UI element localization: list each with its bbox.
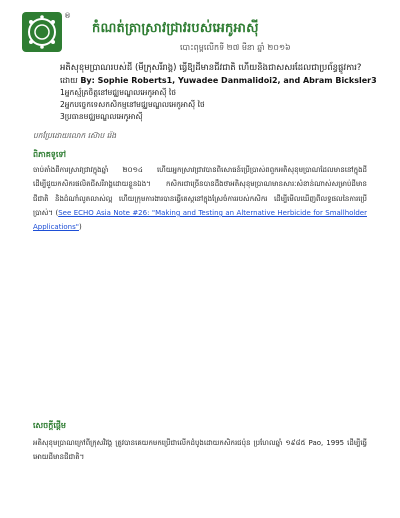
section-heading-introduction: សេចក្តីផ្តើម: [33, 421, 67, 430]
translator-credit: បកប្រែដោយលោក ស៊ោប រ៉េង: [33, 131, 117, 140]
section-paragraph-introduction: អតិសុខុមប្រាណក្រៅពីក្រុសវិវង្គ ត្រូវបានគេយកមកប្រើជាលើកដំបូងដោយកសិករជប៉ុន ប្រហែលឆ្នាំ ១៩៨៥ Pao, 1995 ដើម្បីធ្វើអោយដីមានជីជាតិ។: [33, 439, 367, 462]
byline: [60, 75, 380, 87]
affiliation-3: 3ប្រធានមជ្ឈមណ្ឌលអេកូអាស៊ី: [60, 112, 143, 121]
page-title: កំណត់ត្រាស្រាវជ្រាវរបស់អេកូអាស៊ី: [92, 21, 259, 36]
affiliation-2: 2អ្នកបច្ចេកទេសកសិកម្មនៅមជ្ឈមណ្ឌលអេកូអាស៊ី ថៃ: [60, 100, 205, 109]
section-heading-overview: ពិភាគទូទៅ: [33, 150, 67, 159]
publish-date: បោះពុម្ពលើកទី ២៧ មីនា ឆ្នាំ ២០១៦: [180, 43, 291, 52]
echo-leaf-logo: [22, 12, 62, 52]
section-paragraph-overview: ចាប់តាំងពីការស្រាវជ្រាវក្នុងឆ្នាំ ២០១៤ ហើយអ្នកស្រាវជ្រាវបានពិសោធន៍ប្រើប្រាស់ពពួកអតិសុខុមប្រាណដែលមាននៅក្នុងដីដើម្បីជួយកសិករផលិតជីសរីរាង្គដោយខ្លួនឯង។ កសិករជាច្រើនបានដឹងថាអតិសុខុមប្រាណមានសារៈសំខាន់ណាស់សម្រាប់ដីមានជីជាតិ និងដំណាំលូតលាស់ល្អ ហើយក្រុមការងារបានធ្វើតេស្តនៅក្នុងស្រែចំការរបស់កសិករ ដើម្បីមើលឃើញពីលទ្ធផលនៃការប្រើប្រាស់។ (See ECHO Asia Note #26: "Making and Testing an Alternative Herbicide for Smallholder Applications"): [33, 166, 367, 232]
by-label: ដោយ: [60, 76, 78, 85]
registered-mark: ®: [64, 12, 71, 20]
article-title: អតិសុខុមប្រាណរបស់ដី (មីក្រុសរីរាង្គ) ធ្វើឱ្យដីមានជីវជាតិ ហើយនិងជាសសរដែលជាប្រព័ន្ធផ្លូវការ?: [60, 63, 362, 73]
author-list: By: Sophie Roberts1, Yuwadee Danmalidoi2, and Abram Bicksler3: [80, 76, 377, 85]
paragraph-text: ចាប់តាំងពីការស្រាវជ្រាវក្នុងឆ្នាំ ២០១៤ ហើយអ្នកស្រាវជ្រាវបានពិសោធន៍ប្រើប្រាស់ពពួកអតិសុខុមប្រាណដែលមាននៅក្នុងដីដើម្បីជួយកសិករផលិតជីសរីរាង្គដោយខ្លួនឯង។ កសិករជាច្រើនបានដឹងថាអតិសុខុមប្រាណមានសារៈសំខាន់ណាស់សម្រាប់ដីមានជីជាតិ និងដំណាំលូតលាស់ល្អ ហើយក្រុមការងារបានធ្វើតេស្តនៅក្នុងស្រែចំការរបស់កសិករ ដើម្បីមើលឃើញពីលទ្ធផលនៃការប្រើប្រាស់។: [33, 166, 367, 217]
echo-note-link[interactable]: See ECHO Asia Note #26: "Making and Testing an Alternative Herbicide for Smallholder Applications": [33, 208, 367, 232]
affiliation-1: 1អ្នកស្ម័គ្រចិត្តនៅមជ្ឈមណ្ឌលអេកូអាស៊ី ថៃ: [60, 88, 176, 97]
